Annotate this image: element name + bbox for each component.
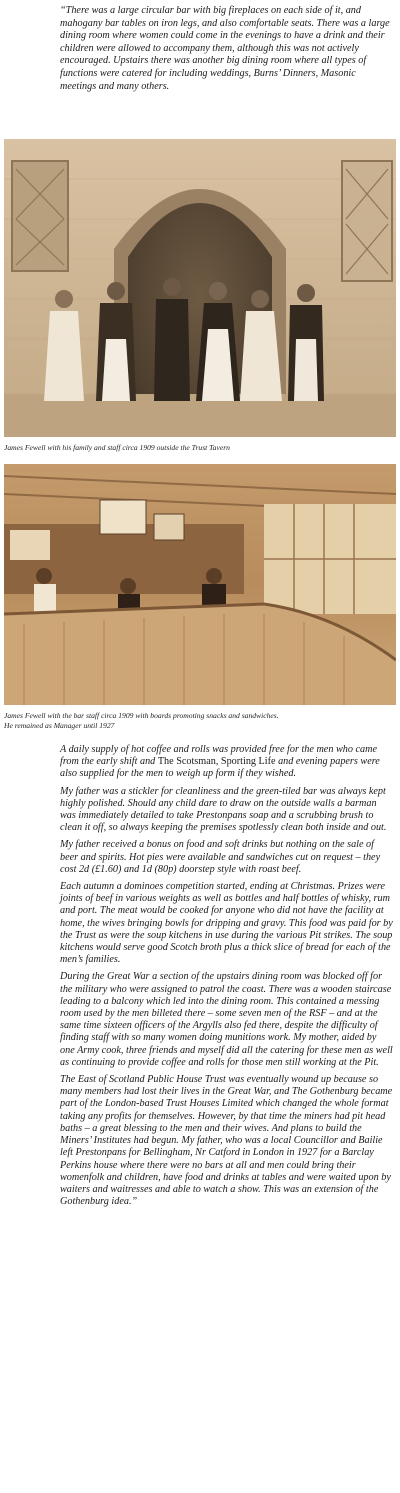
paragraph-coffee-rolls (60, 744, 393, 781)
photo2-caption (4, 711, 396, 731)
paragraph-coffee-rolls-c: and evening papers were also supplied for the men to weigh up form if they wished. (60, 756, 380, 780)
photo1-caption: James Fewell with his family and staff circa 1909 outside the Trust Tavern (4, 443, 230, 452)
sepia-photo-outside (4, 139, 396, 437)
newspaper-titles: The Scotsman, Sporting Life (157, 756, 276, 768)
photo2-caption-line2: He remained as Manager until 1927 (4, 721, 115, 730)
paragraph-coffee-rolls-a: A daily supply of hot coffee and rolls was provided free for the men who came from the early shift and (60, 744, 377, 768)
photo-family-outside-tavern (4, 139, 396, 437)
photo2-caption-line1: James Fewell with the bar staff circa 1909 with boards promoting snacks and sandwiches. (4, 711, 279, 720)
article-body (60, 744, 393, 1213)
opening-quote: “There was a large circular bar with big fireplaces on each side of it, and mahogany bar tables on iron legs, and also comfortable seats. There was a large dining room where women could come in the evenings to have a drink and their children were allowed to accompany them, although this was not actively encouraged. Upstairs there was another big dining room where all types of functions were catered for including weddings, Burns’ Dinners, Masonic meetings and many others. (60, 5, 390, 92)
sepia-photo-bar (4, 464, 396, 705)
paragraph-dominoes: Each autumn a dominoes competition started, ending at Christmas. Prizes were joints of beef in various weights as well as bottles and half bottles of whisky, rum and port. The meat would be cooked for anyone who did not have the facility at home, the wives bringing bowls for dripping and gravy. This food was paid for by the Trust as were the soup kitchens in use during the various Pit strikes. The soup kitchens would serve good Scotch broth plus a thick slice of bread for each of the men’s families. (60, 881, 393, 966)
paragraph-bonus-food: My father received a bonus on food and soft drinks but nothing on the sale of beer and spirits. Hot pies were available and sandwiches cut on request – they cost 2d (£1.60) and 1d (80p) doorstep style with roast beef. (60, 839, 381, 875)
paragraph-cleanliness: My father was a stickler for cleanliness and the green-tiled bar was always kept highly polished. Should any child dare to draw on the outside walls a barman was immediately detailed to take Prestonpans soap and a scrubbing brush to clean it off, so always keeping the premises spotlessly clean both inside and out. (60, 785, 387, 834)
paragraph-great-war: During the Great War a section of the upstairs dining room was blocked off for the military who were assigned to patrol the coast. There was a wooden staircase leading to a balcony which led into the dining room. This contained a messing room used by the men billeted there – some seven men of the RSF – and at the same time sixteen officers of the Argylls also fed there, despite the difficulty of finding staff with so many women doing munitions work. My mother, aided by one Army cook, three friends and myself did all the catering for these men as well as continuing to provide coffee and rolls for those men still working at the Pit. (60, 971, 393, 1068)
photo-bar-staff (4, 464, 396, 705)
paragraph-trust-wound-up: The East of Scotland Public House Trust was eventually wound up because so many members had lost their lives in the Great War, and The Gothenburg became part of the London-based Trust Houses Limited which changed the whole format taking any profits for themselves. However, by that time the miners had pit head baths – a great blessing to the men and their wives. And plans to build the Miners’ Institutes had begun. My father, who was a local Councillor and Bailie left Prestonpans for Bellingham, Nr Catford in London in 1927 for a Barclay Perkins house where there were no bars at all and men could bring their womenfolk and children, have food and drinks at tables and were waited upon by waiters and waitresses and able to watch a show. This was an extension of the Gothenburg idea.” (60, 1074, 393, 1208)
